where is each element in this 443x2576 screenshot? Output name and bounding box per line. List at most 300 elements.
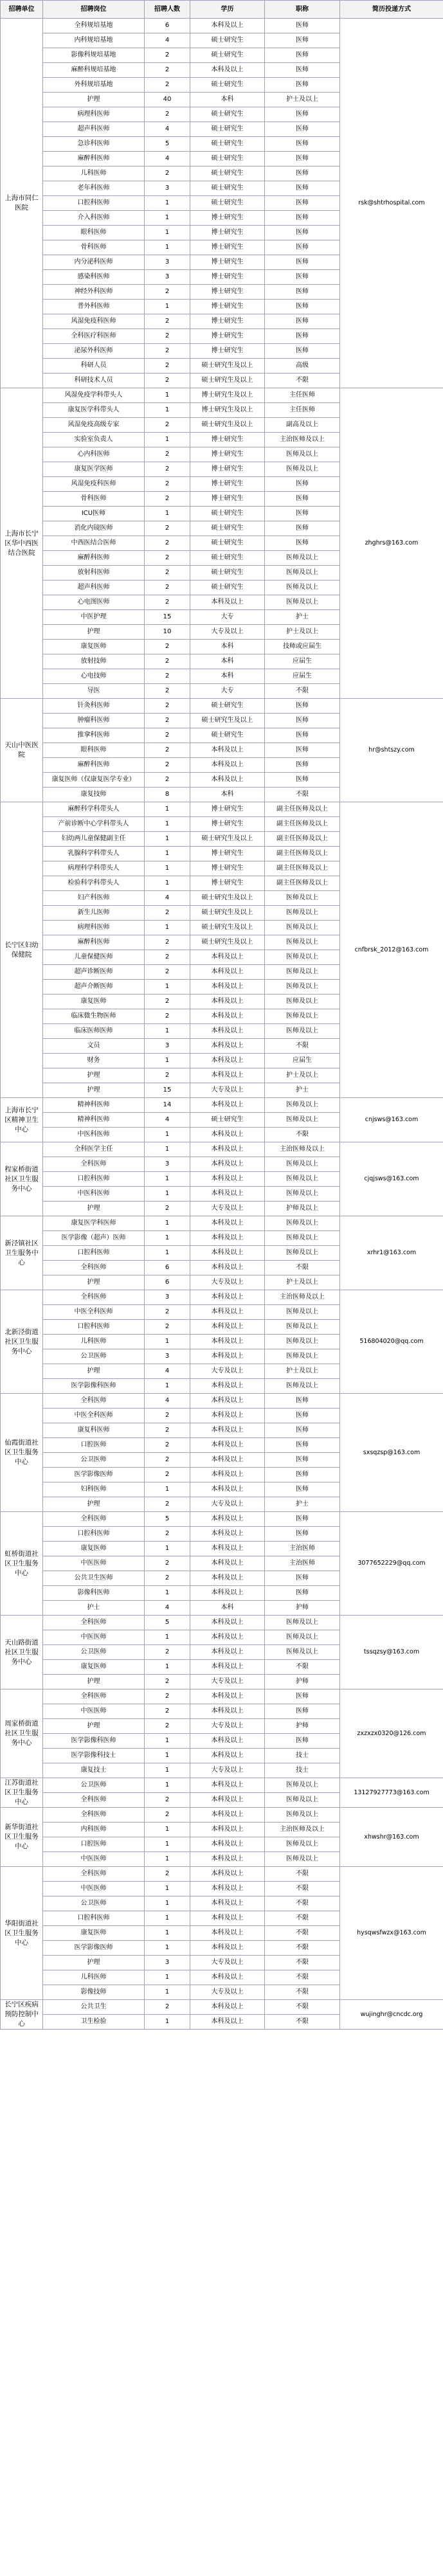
title-cell: 医师及以上: [265, 1852, 340, 1867]
post-cell: 康复医学科医师: [43, 1216, 145, 1231]
title-cell: 应届生: [265, 669, 340, 684]
title-cell: 医师: [265, 1394, 340, 1409]
education-cell: 硕士研究生: [190, 536, 265, 551]
education-cell: 本科及以上: [190, 1808, 265, 1823]
title-cell: 副主任医师及以上: [265, 876, 340, 891]
table-row: [1, 1778, 443, 1793]
title-cell: 不限: [265, 1911, 340, 1926]
count-cell: 2: [145, 640, 190, 654]
post-cell: 护理: [43, 1719, 145, 1734]
count-cell: 2: [145, 447, 190, 462]
education-cell: 本科及以上: [190, 1216, 265, 1231]
count-cell: 2: [145, 699, 190, 714]
title-cell: 医师: [265, 743, 340, 758]
count-cell: 4: [145, 152, 190, 167]
title-cell: 护师: [265, 1675, 340, 1689]
education-cell: 博士研究生: [190, 447, 265, 462]
unit-cell: 虹桥街道社区卫生服务中心: [1, 1512, 43, 1616]
post-cell: 超声介断医师: [43, 980, 145, 995]
post-cell: 妇科医师: [43, 1482, 145, 1497]
count-cell: 2: [145, 566, 190, 581]
table-row: [1, 19, 443, 33]
count-cell: 1: [145, 832, 190, 847]
count-cell: 1: [145, 847, 190, 861]
unit-cell: 上海市同仁医院: [1, 19, 43, 388]
count-cell: 2: [145, 1719, 190, 1734]
title-cell: 医师: [265, 492, 340, 507]
title-cell: 不限: [265, 788, 340, 802]
count-cell: 1: [145, 211, 190, 226]
title-cell: 医师: [265, 181, 340, 196]
title-cell: 医师及以上: [265, 906, 340, 921]
post-cell: 公共卫生: [43, 2000, 145, 2015]
count-cell: 2: [145, 581, 190, 595]
education-cell: 博士研究生及以上: [190, 403, 265, 418]
table-row: [1, 1098, 443, 1113]
table-row: [1, 1512, 443, 1527]
education-cell: 本科: [190, 93, 265, 107]
education-cell: 大专及以上: [190, 1985, 265, 2000]
count-cell: 1: [145, 861, 190, 876]
title-cell: 不限: [265, 1896, 340, 1911]
title-cell: 护士: [265, 610, 340, 625]
post-cell: 康复医师: [43, 640, 145, 654]
count-cell: 1: [145, 1379, 190, 1394]
post-cell: 口腔科医师: [43, 1527, 145, 1542]
education-cell: 本科及以上: [190, 1468, 265, 1482]
count-cell: 1: [145, 1970, 190, 1985]
education-cell: 硕士研究生及以上: [190, 921, 265, 935]
education-cell: 本科及以上: [190, 1157, 265, 1172]
post-cell: 医学影像医师: [43, 1941, 145, 1956]
post-cell: 中医全科医师: [43, 1305, 145, 1320]
count-cell: 1: [145, 817, 190, 832]
post-cell: 泌尿外科医师: [43, 344, 145, 359]
post-cell: 文员: [43, 1039, 145, 1054]
education-cell: 硕士研究生: [190, 152, 265, 167]
post-cell: 康复医师: [43, 1660, 145, 1675]
contact-email: hysqwsfwzx@163.com: [340, 1867, 443, 2000]
count-cell: 2: [145, 285, 190, 300]
title-cell: 不限: [265, 1867, 340, 1882]
education-cell: 本科及以上: [190, 1349, 265, 1364]
post-cell: 康复技师: [43, 788, 145, 802]
title-cell: 医师: [265, 1409, 340, 1423]
education-cell: 本科及以上: [190, 1778, 265, 1793]
post-cell: 中医医师: [43, 1882, 145, 1896]
post-cell: 中医科医师: [43, 1187, 145, 1202]
table-row: [1, 1142, 443, 1157]
count-cell: 1: [145, 1231, 190, 1246]
title-cell: 医师: [265, 167, 340, 181]
title-cell: 医师及以上: [265, 1024, 340, 1039]
title-cell: 不限: [265, 1941, 340, 1956]
post-cell: 影像技师: [43, 1985, 145, 2000]
title-cell: 副主任医师及以上: [265, 861, 340, 876]
count-cell: 3: [145, 1349, 190, 1364]
title-cell: 医师: [265, 1423, 340, 1438]
count-cell: 4: [145, 1113, 190, 1128]
title-cell: 医师及以上: [265, 965, 340, 980]
count-cell: 1: [145, 1142, 190, 1157]
education-cell: 本科及以上: [190, 1970, 265, 1985]
post-cell: 口腔科医师: [43, 1911, 145, 1926]
contact-email: cjqjsws@163.com: [340, 1142, 443, 1216]
education-cell: 本科: [190, 1601, 265, 1616]
count-cell: 1: [145, 1896, 190, 1911]
education-cell: 本科: [190, 788, 265, 802]
table-row: [1, 1216, 443, 1231]
post-cell: 公卫医师: [43, 1453, 145, 1468]
education-cell: 硕士研究生: [190, 699, 265, 714]
count-cell: 2: [145, 1571, 190, 1586]
count-cell: 2: [145, 1793, 190, 1808]
post-cell: 口腔科医师: [43, 1172, 145, 1187]
count-cell: 1: [145, 1911, 190, 1926]
title-cell: 副高及以上: [265, 418, 340, 433]
post-cell: 康复医师: [43, 1542, 145, 1556]
post-cell: 科研人员: [43, 359, 145, 374]
count-cell: 2: [145, 48, 190, 63]
post-cell: 肿瘤科医师: [43, 714, 145, 728]
post-cell: 康复医学科带头人: [43, 403, 145, 418]
title-cell: 不限: [265, 374, 340, 388]
education-cell: 硕士研究生: [190, 728, 265, 743]
title-cell: 技士: [265, 1763, 340, 1778]
post-cell: 麻醉科医师: [43, 152, 145, 167]
count-cell: 2: [145, 669, 190, 684]
title-cell: 不限: [265, 1660, 340, 1675]
title-cell: 不限: [265, 1985, 340, 2000]
count-cell: 1: [145, 240, 190, 255]
count-cell: 6: [145, 19, 190, 33]
title-cell: 主任医师: [265, 388, 340, 403]
count-cell: 2: [145, 1808, 190, 1823]
table-row: [1, 802, 443, 817]
count-cell: 2: [145, 995, 190, 1009]
title-cell: 医师: [265, 1453, 340, 1468]
post-cell: 全科医师: [43, 1512, 145, 1527]
header-count: 招聘人数: [145, 1, 190, 19]
education-cell: 博士研究生: [190, 211, 265, 226]
title-cell: 医师: [265, 211, 340, 226]
education-cell: 本科及以上: [190, 1556, 265, 1571]
count-cell: 2: [145, 63, 190, 78]
education-cell: 大专及以上: [190, 1675, 265, 1689]
education-cell: 本科及以上: [190, 1630, 265, 1645]
count-cell: 2: [145, 477, 190, 492]
title-cell: 医师: [265, 1704, 340, 1719]
post-cell: 推拿科医师: [43, 728, 145, 743]
education-cell: 大专及以上: [190, 1719, 265, 1734]
education-cell: 博士研究生: [190, 817, 265, 832]
table-row: [1, 699, 443, 714]
table-row: [1, 1808, 443, 1823]
post-cell: 外科规培基地: [43, 78, 145, 93]
header-education: 学历: [190, 1, 265, 19]
post-cell: 检验科学科带头人: [43, 876, 145, 891]
post-cell: 骨科医师: [43, 240, 145, 255]
education-cell: 博士研究生: [190, 285, 265, 300]
count-cell: 2: [145, 935, 190, 950]
unit-cell: 上海市长宁区华中西医结合医院: [1, 388, 43, 699]
title-cell: 医师: [265, 773, 340, 788]
education-cell: 本科及以上: [190, 1423, 265, 1438]
education-cell: 硕士研究生及以上: [190, 418, 265, 433]
count-cell: 1: [145, 196, 190, 211]
education-cell: 本科及以上: [190, 1823, 265, 1837]
count-cell: 1: [145, 226, 190, 240]
education-cell: 本科及以上: [190, 1024, 265, 1039]
table-row: [1, 1867, 443, 1882]
contact-email: hr@shtszy.com: [340, 699, 443, 802]
table-row: [1, 2000, 443, 2015]
education-cell: 本科及以上: [190, 1482, 265, 1497]
education-cell: 博士研究生: [190, 861, 265, 876]
education-cell: 本科及以上: [190, 965, 265, 980]
post-cell: 康复医师: [43, 1926, 145, 1941]
contact-email: 3077652229@qq.com: [340, 1512, 443, 1616]
post-cell: 麻醉科医师: [43, 935, 145, 950]
education-cell: 本科及以上: [190, 1320, 265, 1335]
count-cell: 2: [145, 1453, 190, 1468]
post-cell: 妇产科医师: [43, 891, 145, 906]
table-row: [1, 388, 443, 403]
post-cell: 护士: [43, 1601, 145, 1616]
count-cell: 1: [145, 1778, 190, 1793]
post-cell: 医学影像科技士: [43, 1749, 145, 1763]
title-cell: 应届生: [265, 654, 340, 669]
count-cell: 1: [145, 921, 190, 935]
title-cell: 医师及以上: [265, 1216, 340, 1231]
count-cell: 2: [145, 492, 190, 507]
post-cell: 公卫医师: [43, 1645, 145, 1660]
post-cell: 影像科规培基地: [43, 48, 145, 63]
count-cell: 2: [145, 1068, 190, 1083]
post-cell: 医学影像医师: [43, 1468, 145, 1482]
title-cell: 医师: [265, 329, 340, 344]
unit-cell: 周家桥街道社区卫生服务中心: [1, 1689, 43, 1778]
title-cell: 主治医师及以上: [265, 1823, 340, 1837]
education-cell: 硕士研究生: [190, 122, 265, 137]
count-cell: 1: [145, 1630, 190, 1645]
post-cell: 风湿免疫学科带头人: [43, 388, 145, 403]
post-cell: 公卫医师: [43, 1349, 145, 1364]
table-row: [1, 1290, 443, 1305]
education-cell: 本科及以上: [190, 1867, 265, 1882]
title-cell: 医师: [265, 521, 340, 536]
education-cell: 本科及以上: [190, 1039, 265, 1054]
count-cell: 1: [145, 1024, 190, 1039]
count-cell: 1: [145, 507, 190, 521]
count-cell: 1: [145, 1837, 190, 1852]
education-cell: 本科及以上: [190, 1128, 265, 1142]
count-cell: 2: [145, 314, 190, 329]
post-cell: 全科医师: [43, 1261, 145, 1275]
education-cell: 博士研究生: [190, 876, 265, 891]
count-cell: 2: [145, 906, 190, 921]
post-cell: 儿童保健医师: [43, 950, 145, 965]
education-cell: 本科及以上: [190, 743, 265, 758]
count-cell: 2: [145, 521, 190, 536]
table-body: [1, 19, 443, 2030]
education-cell: 博士研究生: [190, 462, 265, 477]
title-cell: 医师及以上: [265, 447, 340, 462]
education-cell: 博士研究生及以上: [190, 388, 265, 403]
title-cell: 医师: [265, 270, 340, 285]
post-cell: 麻醉科医师: [43, 758, 145, 773]
count-cell: 2: [145, 1689, 190, 1704]
post-cell: 产前诊断中心学科带头人: [43, 817, 145, 832]
education-cell: 本科及以上: [190, 758, 265, 773]
count-cell: 2: [145, 758, 190, 773]
education-cell: 本科及以上: [190, 1098, 265, 1113]
post-cell: 康复医师（仅康复医学专业）: [43, 773, 145, 788]
education-cell: 本科及以上: [190, 1734, 265, 1749]
post-cell: 中西医结合医师: [43, 536, 145, 551]
title-cell: 医师: [265, 107, 340, 122]
education-cell: 硕士研究生: [190, 78, 265, 93]
count-cell: 4: [145, 1394, 190, 1409]
education-cell: 本科及以上: [190, 1527, 265, 1542]
post-cell: 病理科医师: [43, 107, 145, 122]
count-cell: 2: [145, 1438, 190, 1453]
education-cell: 硕士研究生: [190, 48, 265, 63]
title-cell: 医师: [265, 507, 340, 521]
post-cell: 全科医疗科医师: [43, 329, 145, 344]
unit-cell: 仙霞街道社区卫生服务中心: [1, 1394, 43, 1512]
count-cell: 15: [145, 610, 190, 625]
post-cell: 公共卫生医师: [43, 1571, 145, 1586]
unit-cell: 长宁区疾病预防控制中心: [1, 2000, 43, 2030]
count-cell: 5: [145, 1616, 190, 1630]
count-cell: 2: [145, 728, 190, 743]
title-cell: 医师及以上: [265, 551, 340, 566]
contact-email: xrhr1@163.com: [340, 1216, 443, 1290]
count-cell: 40: [145, 93, 190, 107]
education-cell: 本科及以上: [190, 1261, 265, 1275]
count-cell: 1: [145, 1128, 190, 1142]
education-cell: 大专及以上: [190, 1202, 265, 1216]
title-cell: 医师: [265, 1571, 340, 1586]
contact-email: 13127927773@163.com: [340, 1778, 443, 1808]
education-cell: 硕士研究生及以上: [190, 832, 265, 847]
post-cell: 全科医师: [43, 1867, 145, 1882]
title-cell: 主治医师: [265, 1556, 340, 1571]
table-row: [1, 1689, 443, 1704]
title-cell: 医师及以上: [265, 1837, 340, 1852]
unit-cell: 江苏街道社区卫生服务中心: [1, 1778, 43, 1808]
post-cell: 导医: [43, 684, 145, 699]
education-cell: 本科及以上: [190, 1438, 265, 1453]
title-cell: 护师: [265, 1719, 340, 1734]
education-cell: 本科及以上: [190, 1837, 265, 1852]
title-cell: 不限: [265, 1882, 340, 1896]
education-cell: 硕士研究生: [190, 181, 265, 196]
title-cell: 医师及以上: [265, 1172, 340, 1187]
count-cell: 15: [145, 1083, 190, 1098]
post-cell: 全科医师: [43, 1394, 145, 1409]
contact-email: zxzxzx0320@126.com: [340, 1689, 443, 1778]
title-cell: 医师: [265, 122, 340, 137]
title-cell: 主治医师及以上: [265, 1142, 340, 1157]
count-cell: 2: [145, 1468, 190, 1482]
title-cell: 主治医师: [265, 1542, 340, 1556]
count-cell: 1: [145, 1985, 190, 2000]
title-cell: 医师: [265, 19, 340, 33]
title-cell: 高级: [265, 359, 340, 374]
post-cell: 儿科医师: [43, 1970, 145, 1985]
post-cell: 超声诊断医师: [43, 965, 145, 980]
education-cell: 博士研究生: [190, 300, 265, 314]
title-cell: 医师: [265, 1482, 340, 1497]
count-cell: 1: [145, 1054, 190, 1068]
education-cell: 本科及以上: [190, 1409, 265, 1423]
title-cell: 副主任医师及以上: [265, 832, 340, 847]
count-cell: 1: [145, 802, 190, 817]
count-cell: 5: [145, 1512, 190, 1527]
count-cell: 2: [145, 107, 190, 122]
count-cell: 1: [145, 1882, 190, 1896]
education-cell: 本科及以上: [190, 1542, 265, 1556]
post-cell: 超声科医师: [43, 122, 145, 137]
title-cell: 医师: [265, 314, 340, 329]
post-cell: 中医科医师: [43, 1128, 145, 1142]
education-cell: 本科及以上: [190, 1660, 265, 1675]
post-cell: 口腔医师: [43, 1438, 145, 1453]
count-cell: 1: [145, 1216, 190, 1231]
post-cell: 口腔科医师: [43, 196, 145, 211]
education-cell: 本科及以上: [190, 1187, 265, 1202]
post-cell: ICU医师: [43, 507, 145, 521]
education-cell: 本科及以上: [190, 1586, 265, 1601]
education-cell: 本科及以上: [190, 1453, 265, 1468]
post-cell: 乳腺科学科带头人: [43, 847, 145, 861]
education-cell: 本科及以上: [190, 1054, 265, 1068]
post-cell: 精神科医师: [43, 1098, 145, 1113]
unit-cell: 上海市长宁区精神卫生中心: [1, 1098, 43, 1142]
title-cell: 医师及以上: [265, 1320, 340, 1335]
count-cell: 1: [145, 1660, 190, 1675]
contact-email: tssqzsy@163.com: [340, 1616, 443, 1689]
education-cell: 博士研究生: [190, 270, 265, 285]
header-title: 职称: [265, 1, 340, 19]
education-cell: 本科及以上: [190, 2015, 265, 2030]
count-cell: 2: [145, 1202, 190, 1216]
post-cell: 风湿免疫科医师: [43, 477, 145, 492]
count-cell: 2: [145, 329, 190, 344]
post-cell: 急诊科医师: [43, 137, 145, 152]
post-cell: 普外科医师: [43, 300, 145, 314]
education-cell: 本科及以上: [190, 1689, 265, 1704]
count-cell: 2: [145, 462, 190, 477]
count-cell: 2: [145, 359, 190, 374]
title-cell: 医师及以上: [265, 1349, 340, 1364]
education-cell: 硕士研究生: [190, 566, 265, 581]
education-cell: 本科及以上: [190, 1246, 265, 1261]
count-cell: 2: [145, 1305, 190, 1320]
post-cell: 临床医师医师: [43, 1024, 145, 1039]
title-cell: 医师: [265, 33, 340, 48]
education-cell: 硕士研究生: [190, 1113, 265, 1128]
title-cell: 医师: [265, 1734, 340, 1749]
count-cell: 1: [145, 403, 190, 418]
post-cell: 护理: [43, 1497, 145, 1512]
education-cell: 博士研究生: [190, 344, 265, 359]
education-cell: 本科及以上: [190, 1911, 265, 1926]
post-cell: 病理科学科带头人: [43, 861, 145, 876]
count-cell: 2: [145, 1423, 190, 1438]
